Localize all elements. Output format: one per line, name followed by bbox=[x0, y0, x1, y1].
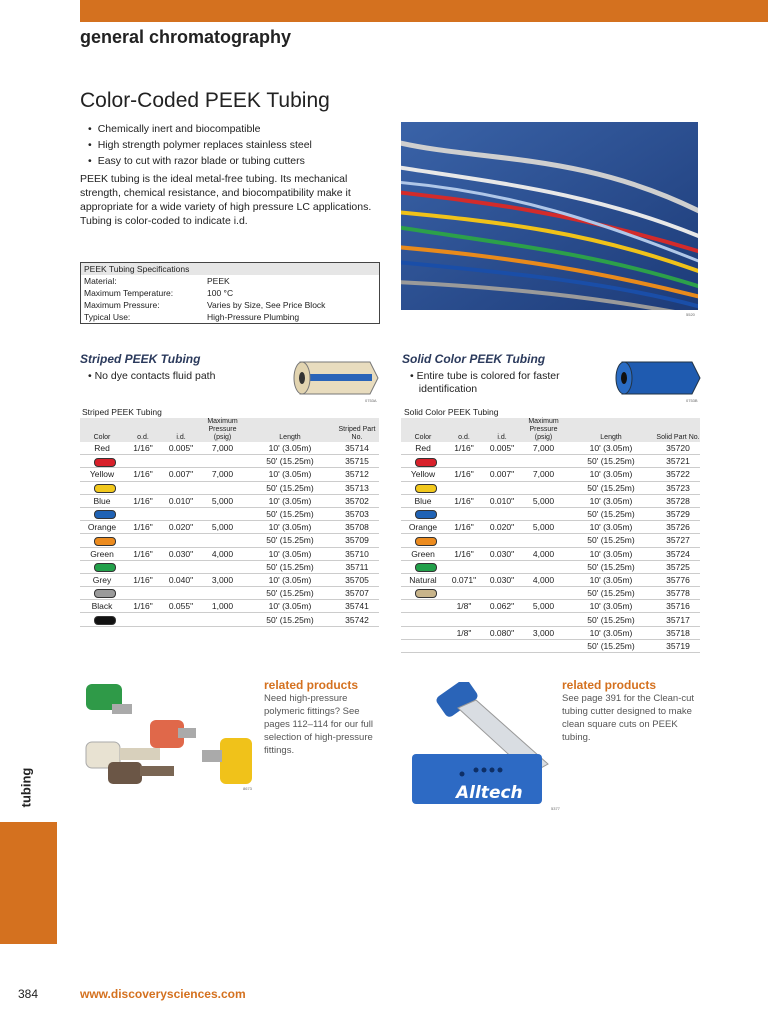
color-swatch bbox=[94, 616, 116, 625]
cutter-image bbox=[410, 682, 560, 812]
table-row: 50' (15.25m) 35723 bbox=[401, 481, 700, 494]
table-row: 50' (15.25m) 35711 bbox=[80, 560, 379, 573]
color-swatch bbox=[415, 537, 437, 546]
photo-number: 5520 bbox=[686, 312, 695, 317]
related-text-left: Need high-pressure polymeric fittings? See pages 112–114 for our full selection of high-pressure fittings. bbox=[264, 693, 373, 756]
table-row: Red 1/16" 0.005" 7,000 10' (3.05m) 35720 bbox=[401, 442, 700, 455]
color-swatch bbox=[415, 563, 437, 572]
table-row: 50' (15.25m) 35709 bbox=[80, 534, 379, 547]
specs-table bbox=[80, 262, 380, 324]
table-row: 50' (15.25m) 35721 bbox=[401, 455, 700, 468]
table-row: 50' (15.25m) 35719 bbox=[401, 639, 700, 652]
related-title-left: related products bbox=[264, 678, 359, 692]
table-row: 50' (15.25m) 35725 bbox=[401, 560, 700, 573]
cutter-brand: Alltech bbox=[456, 783, 523, 803]
specs-row: Maximum Temperature: 100 °C bbox=[84, 288, 234, 298]
table-row: 50' (15.25m) 35715 bbox=[80, 455, 379, 468]
table-row: Orange 1/16" 0.020" 5,000 10' (3.05m) 35708 bbox=[80, 521, 379, 534]
color-swatch bbox=[94, 510, 116, 519]
solid-heading: Solid Color PEEK Tubing bbox=[402, 352, 546, 366]
table-row: 50' (15.25m) 35778 bbox=[401, 587, 700, 600]
table-row: 50' (15.25m) 35703 bbox=[80, 507, 379, 520]
table-row: Blue 1/16" 0.010" 5,000 10' (3.05m) 35702 bbox=[80, 494, 379, 507]
table-row: 1/8" 0.080" 3,000 10' (3.05m) 35718 bbox=[401, 626, 700, 639]
specs-row: Maximum Pressure: Varies by Size, See Price Block bbox=[84, 300, 326, 310]
solid-caption: Solid Color PEEK Tubing bbox=[404, 407, 499, 417]
section-title: general chromatography bbox=[80, 27, 292, 47]
table-row: 1/8" 0.062" 5,000 10' (3.05m) 35716 bbox=[401, 600, 700, 613]
striped-bullet: • No dye contacts fluid path bbox=[88, 370, 216, 382]
table-row: Blue 1/16" 0.010" 5,000 10' (3.05m) 35728 bbox=[401, 494, 700, 507]
color-swatch bbox=[94, 458, 116, 467]
table-row: 50' (15.25m) 35717 bbox=[401, 613, 700, 626]
color-swatch bbox=[94, 537, 116, 546]
page-title: Color-Coded PEEK Tubing bbox=[80, 89, 330, 112]
striped-tube-icon bbox=[290, 357, 380, 404]
specs-row: Typical Use: High-Pressure Plumbing bbox=[84, 312, 300, 322]
striped-table: Color o.d. i.d. Maximum Pressure (psig) Length Striped Part No. Red 1/16" 0.005" 7,000 10' (3.05m) 35714 50' (15.25m) 35715 Yellow 1/16" 0.007" 7,000 10' (3.05m) 35712 50' (15.25m) 35713 Blue 1/16" 0.010" 5,000 10' (3.05m) 35702 50' (15.25m) 35703 Orange 1/16" 0.020" 5,000 10' (3.05m) 35708 50' (15.25m) 35709 Green 1/16" 0.030" 4,000 10' (3.05m) 35710 50' (15.25m) 35711 Grey 1/16" 0.040" 3,000 10' (3.05m) 35705 50' (15.25m) 35707 Black 1/16" 0.055" 1,000 10' (3.05m) 35741 50' (15.25m) 35742 bbox=[80, 418, 379, 627]
related-title-right: related products bbox=[562, 678, 657, 692]
table-row: Red 1/16" 0.005" 7,000 10' (3.05m) 35714 bbox=[80, 442, 379, 455]
color-swatch bbox=[415, 510, 437, 519]
solid-tube-icon bbox=[612, 357, 702, 404]
table-row: Yellow 1/16" 0.007" 7,000 10' (3.05m) 35722 bbox=[401, 468, 700, 481]
footer-link[interactable]: www.discoverysciences.com bbox=[80, 987, 246, 1001]
specs-row: Material: PEEK bbox=[84, 276, 230, 286]
color-swatch bbox=[94, 589, 116, 598]
solid-image-number: 0753B bbox=[686, 398, 698, 403]
fittings-image bbox=[68, 680, 258, 800]
striped-image-number: 0753A bbox=[365, 398, 377, 403]
table-row: 50' (15.25m) 35713 bbox=[80, 481, 379, 494]
side-tab bbox=[0, 822, 57, 944]
table-row: Green 1/16" 0.030" 4,000 10' (3.05m) 35710 bbox=[80, 547, 379, 560]
feature-list bbox=[88, 121, 312, 169]
striped-heading: Striped PEEK Tubing bbox=[80, 352, 201, 366]
table-row: Black 1/16" 0.055" 1,000 10' (3.05m) 35741 bbox=[80, 600, 379, 613]
fittings-image-number: 8673 bbox=[243, 786, 252, 791]
color-swatch bbox=[415, 484, 437, 493]
specs-title: PEEK Tubing Specifications bbox=[81, 263, 380, 276]
color-swatch bbox=[94, 484, 116, 493]
table-row: Green 1/16" 0.030" 4,000 10' (3.05m) 35724 bbox=[401, 547, 700, 560]
cutter-image-number: 5377 bbox=[551, 806, 560, 811]
solid-bullet: • Entire tube is colored for faster identification bbox=[410, 370, 560, 395]
table-row: Natural 0.071" 0.030" 4,000 10' (3.05m) 35776 bbox=[401, 573, 700, 586]
table-row: Orange 1/16" 0.020" 5,000 10' (3.05m) 35726 bbox=[401, 521, 700, 534]
side-tab-label: tubing bbox=[18, 767, 34, 808]
color-swatch bbox=[415, 458, 437, 467]
table-row: 50' (15.25m) 35727 bbox=[401, 534, 700, 547]
table-row: 50' (15.25m) 35729 bbox=[401, 507, 700, 520]
table-row: 50' (15.25m) 35742 bbox=[80, 613, 379, 626]
table-row: 50' (15.25m) 35707 bbox=[80, 587, 379, 600]
feature-item: • High strength polymer replaces stainless steel bbox=[88, 137, 312, 153]
related-text-right: See page 391 for the Clean-cut tubing cutter designed to make clean square cuts on PEEK tubing. bbox=[562, 693, 695, 743]
tubing-photo bbox=[401, 122, 698, 310]
table-row: Yellow 1/16" 0.007" 7,000 10' (3.05m) 35712 bbox=[80, 468, 379, 481]
striped-caption: Striped PEEK Tubing bbox=[82, 407, 162, 417]
table-row: Grey 1/16" 0.040" 3,000 10' (3.05m) 35705 bbox=[80, 573, 379, 586]
color-swatch bbox=[415, 589, 437, 598]
page-number: 384 bbox=[18, 987, 39, 1001]
color-swatch bbox=[94, 563, 116, 572]
intro-paragraph: PEEK tubing is the ideal metal-free tubing. Its mechanical strength, chemical resistance, and biocompatibility make it appropriate for a wide variety of high pressure LC applications. Tubing is color-coded to indicate i.d. bbox=[80, 173, 372, 227]
feature-item: • Easy to cut with razor blade or tubing cutters bbox=[88, 153, 312, 169]
feature-item: • Chemically inert and biocompatible bbox=[88, 121, 312, 137]
top-accent-bar bbox=[80, 0, 768, 22]
solid-table: Color o.d. i.d. Maximum Pressure (psig) Length Solid Part No. Red 1/16" 0.005" 7,000 10' (3.05m) 35720 50' (15.25m) 35721 Yellow 1/16" 0.007" 7,000 10' (3.05m) 35722 50' (15.25m) 35723 Blue 1/16" 0.010" 5,000 10' (3.05m) 35728 50' (15.25m) 35729 Orange 1/16" 0.020" 5,000 10' (3.05m) 35726 50' (15.25m) 35727 Green 1/16" 0.030" 4,000 10' (3.05m) 35724 50' (15.25m) 35725 Natural 0.071" 0.030" 4,000 10' (3.05m) 35776 50' (15.25m) 35778 1/8" 0.062" 5,000 10' (3.05m) 35716 50' (15.25m) 35717 1/8" 0.080" 3,000 10' (3.05m) 35718 50' (15.25m) 35719 bbox=[401, 418, 700, 653]
